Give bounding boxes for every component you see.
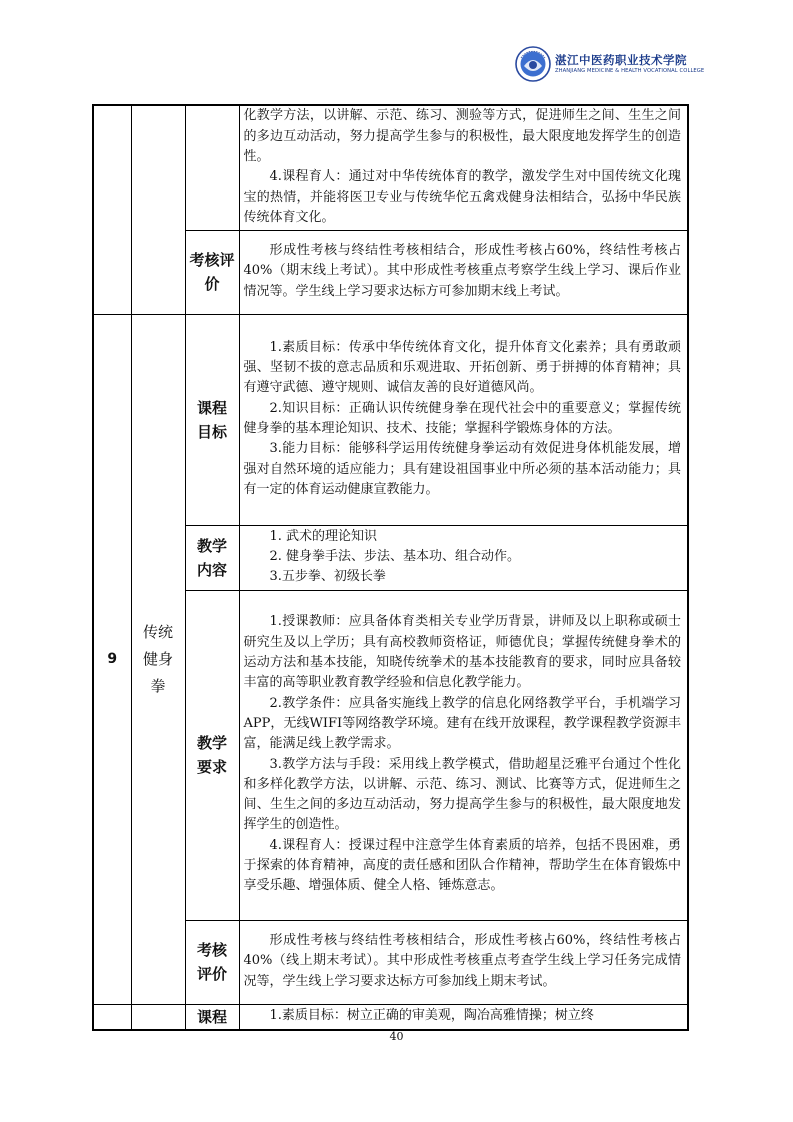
next-goals-cell bbox=[239, 1004, 688, 1030]
content-cell bbox=[239, 525, 688, 590]
course-name-text: 传统健身拳 bbox=[142, 622, 173, 695]
prev-requirements-cell bbox=[239, 105, 688, 230]
college-logo bbox=[515, 46, 705, 86]
table-row bbox=[93, 1004, 688, 1030]
content-item: 3.五步拳、初级长拳 bbox=[269, 569, 386, 585]
logo-chinese-name: 湛江中医药职业技术学院 bbox=[555, 53, 687, 67]
assessment-text: 形成性考核与终结性考核相结合，形成性考核占60%，终结性考核占40%（线上期末考试）。其中形成性考核重点考查学生线上学习任务完成情况等，学生线上学习要求达标方可参加线上期末考试。 bbox=[243, 933, 681, 989]
prev-number-cell bbox=[93, 105, 131, 314]
content-item: 1. 武术的理论知识 bbox=[269, 528, 378, 544]
next-number-cell bbox=[93, 1004, 131, 1030]
requirement-item: 3.教学方法与手段：采用线上教学模式，借助超星泛雅平台通过个性化和多样化教学方法，以讲解、示范、练习、测试、比赛等方式，促进师生之间、生生之间的多边互动活动，努力提高学生参与的积极性，最大限度地发挥学生的创造性。 bbox=[243, 756, 681, 833]
logo-english-name: ZHANJIANG MEDICINE & HEALTH VOCATIONAL COLLEGE bbox=[555, 68, 705, 74]
requirements-cell bbox=[239, 590, 688, 920]
course-number: 9 bbox=[93, 314, 131, 1004]
goal-item: 3.能力目标：能够科学运用传统健身拳运动有效促进身体机能发展，增强对自然环境的适应能力；具有建设祖国事业中所必须的基本活动能力；具有一定的体育运动健康宣教能力。 bbox=[243, 441, 681, 497]
assessment-cell bbox=[239, 230, 688, 314]
prev-requirements-label-cell bbox=[185, 105, 239, 230]
course-name bbox=[131, 314, 185, 1004]
table-row bbox=[93, 105, 688, 230]
page-number: 40 bbox=[389, 1030, 404, 1043]
table-row bbox=[93, 314, 688, 525]
goals-cell bbox=[239, 314, 688, 525]
requirement-item: 2.教学条件：应具备实施线上教学的信息化网络教学平台，手机端学习APP，无线WIFI等网络教学环境。建有在线开放课程，教学课程教学资源丰富，能满足线上教学需求。 bbox=[243, 695, 681, 752]
content-item: 2. 健身拳手法、步法、基本功、组合动作。 bbox=[269, 548, 521, 564]
goal-item: 2.知识目标：正确认识传统健身拳在现代社会中的重要意义；掌握传统健身拳的基本理论知识、技术、技能；掌握科学锻炼身体的方法。 bbox=[243, 400, 681, 436]
course-table bbox=[92, 104, 689, 1031]
goal-item: 1.素质目标：传承中华传统体育文化，提升体育文化素养；具有勇敢顽强、坚韧不拔的意志品质和乐观进取、开拓创新、勇于拼搏的体育精神；具有遵守武德、遵守规则、诚信友善的良好道德风尚。 bbox=[243, 339, 681, 396]
content-label: 教学内容 bbox=[185, 525, 239, 590]
assessment-text: 形成性考核与终结性考核相结合，形成性考核占60%，终结性考核占40%（期末线上考试）。其中形成性考核重点考察学生线上学习、课后作业情况等。学生线上学习要求达标方可参加期末线上考试。 bbox=[243, 243, 681, 299]
requirements-paragraph: 4.课程育人：通过对中华传统体育的教学，激发学生对中国传统文化瑰宝的热情，并能将医卫专业与传统华佗五禽戏健身法相结合，弘扬中华民族传统体育文化。 bbox=[243, 169, 681, 225]
requirement-item: 4.课程育人：授课过程中注意学生体育素质的培养，包括不畏困难，勇于探索的体育精神，高度的责任感和团队合作精神，帮助学生在体育锻炼中享受乐趣、增强体质、健全人格、锤炼意志。 bbox=[243, 837, 681, 894]
prev-name-cell bbox=[131, 105, 185, 314]
next-goals-text: 1.素质目标：树立正确的审美观，陶冶高雅情操；树立终 bbox=[269, 1007, 594, 1023]
assessment-label: 考核评价 bbox=[185, 920, 239, 1004]
next-goals-label: 课程 bbox=[185, 1004, 239, 1030]
requirements-paragraph: 化教学方法，以讲解、示范、练习、测验等方式，促进师生之间、生生之间的多边互动活动，努力提高学生参与的积极性，最大限度地发挥学生的创造性。 bbox=[243, 108, 681, 164]
requirements-label: 教学要求 bbox=[185, 590, 239, 920]
assessment-cell bbox=[239, 920, 688, 1004]
requirement-item: 1.授课教师：应具备体育类相关专业学历背景，讲师及以上职称或硕士研究生及以上学历；具有高校教师资格证，师德优良；掌握传统健身拳术的运动方法和基本技能，知晓传统拳术的基本技能教育的要求，同时应具备较丰富的高等职业教育教学经验和信息化教学能力。 bbox=[243, 614, 681, 691]
college-emblem-icon bbox=[515, 46, 551, 82]
goals-label: 课程目标 bbox=[185, 314, 239, 525]
assessment-label: 考核评价 bbox=[185, 230, 239, 314]
next-name-cell bbox=[131, 1004, 185, 1030]
